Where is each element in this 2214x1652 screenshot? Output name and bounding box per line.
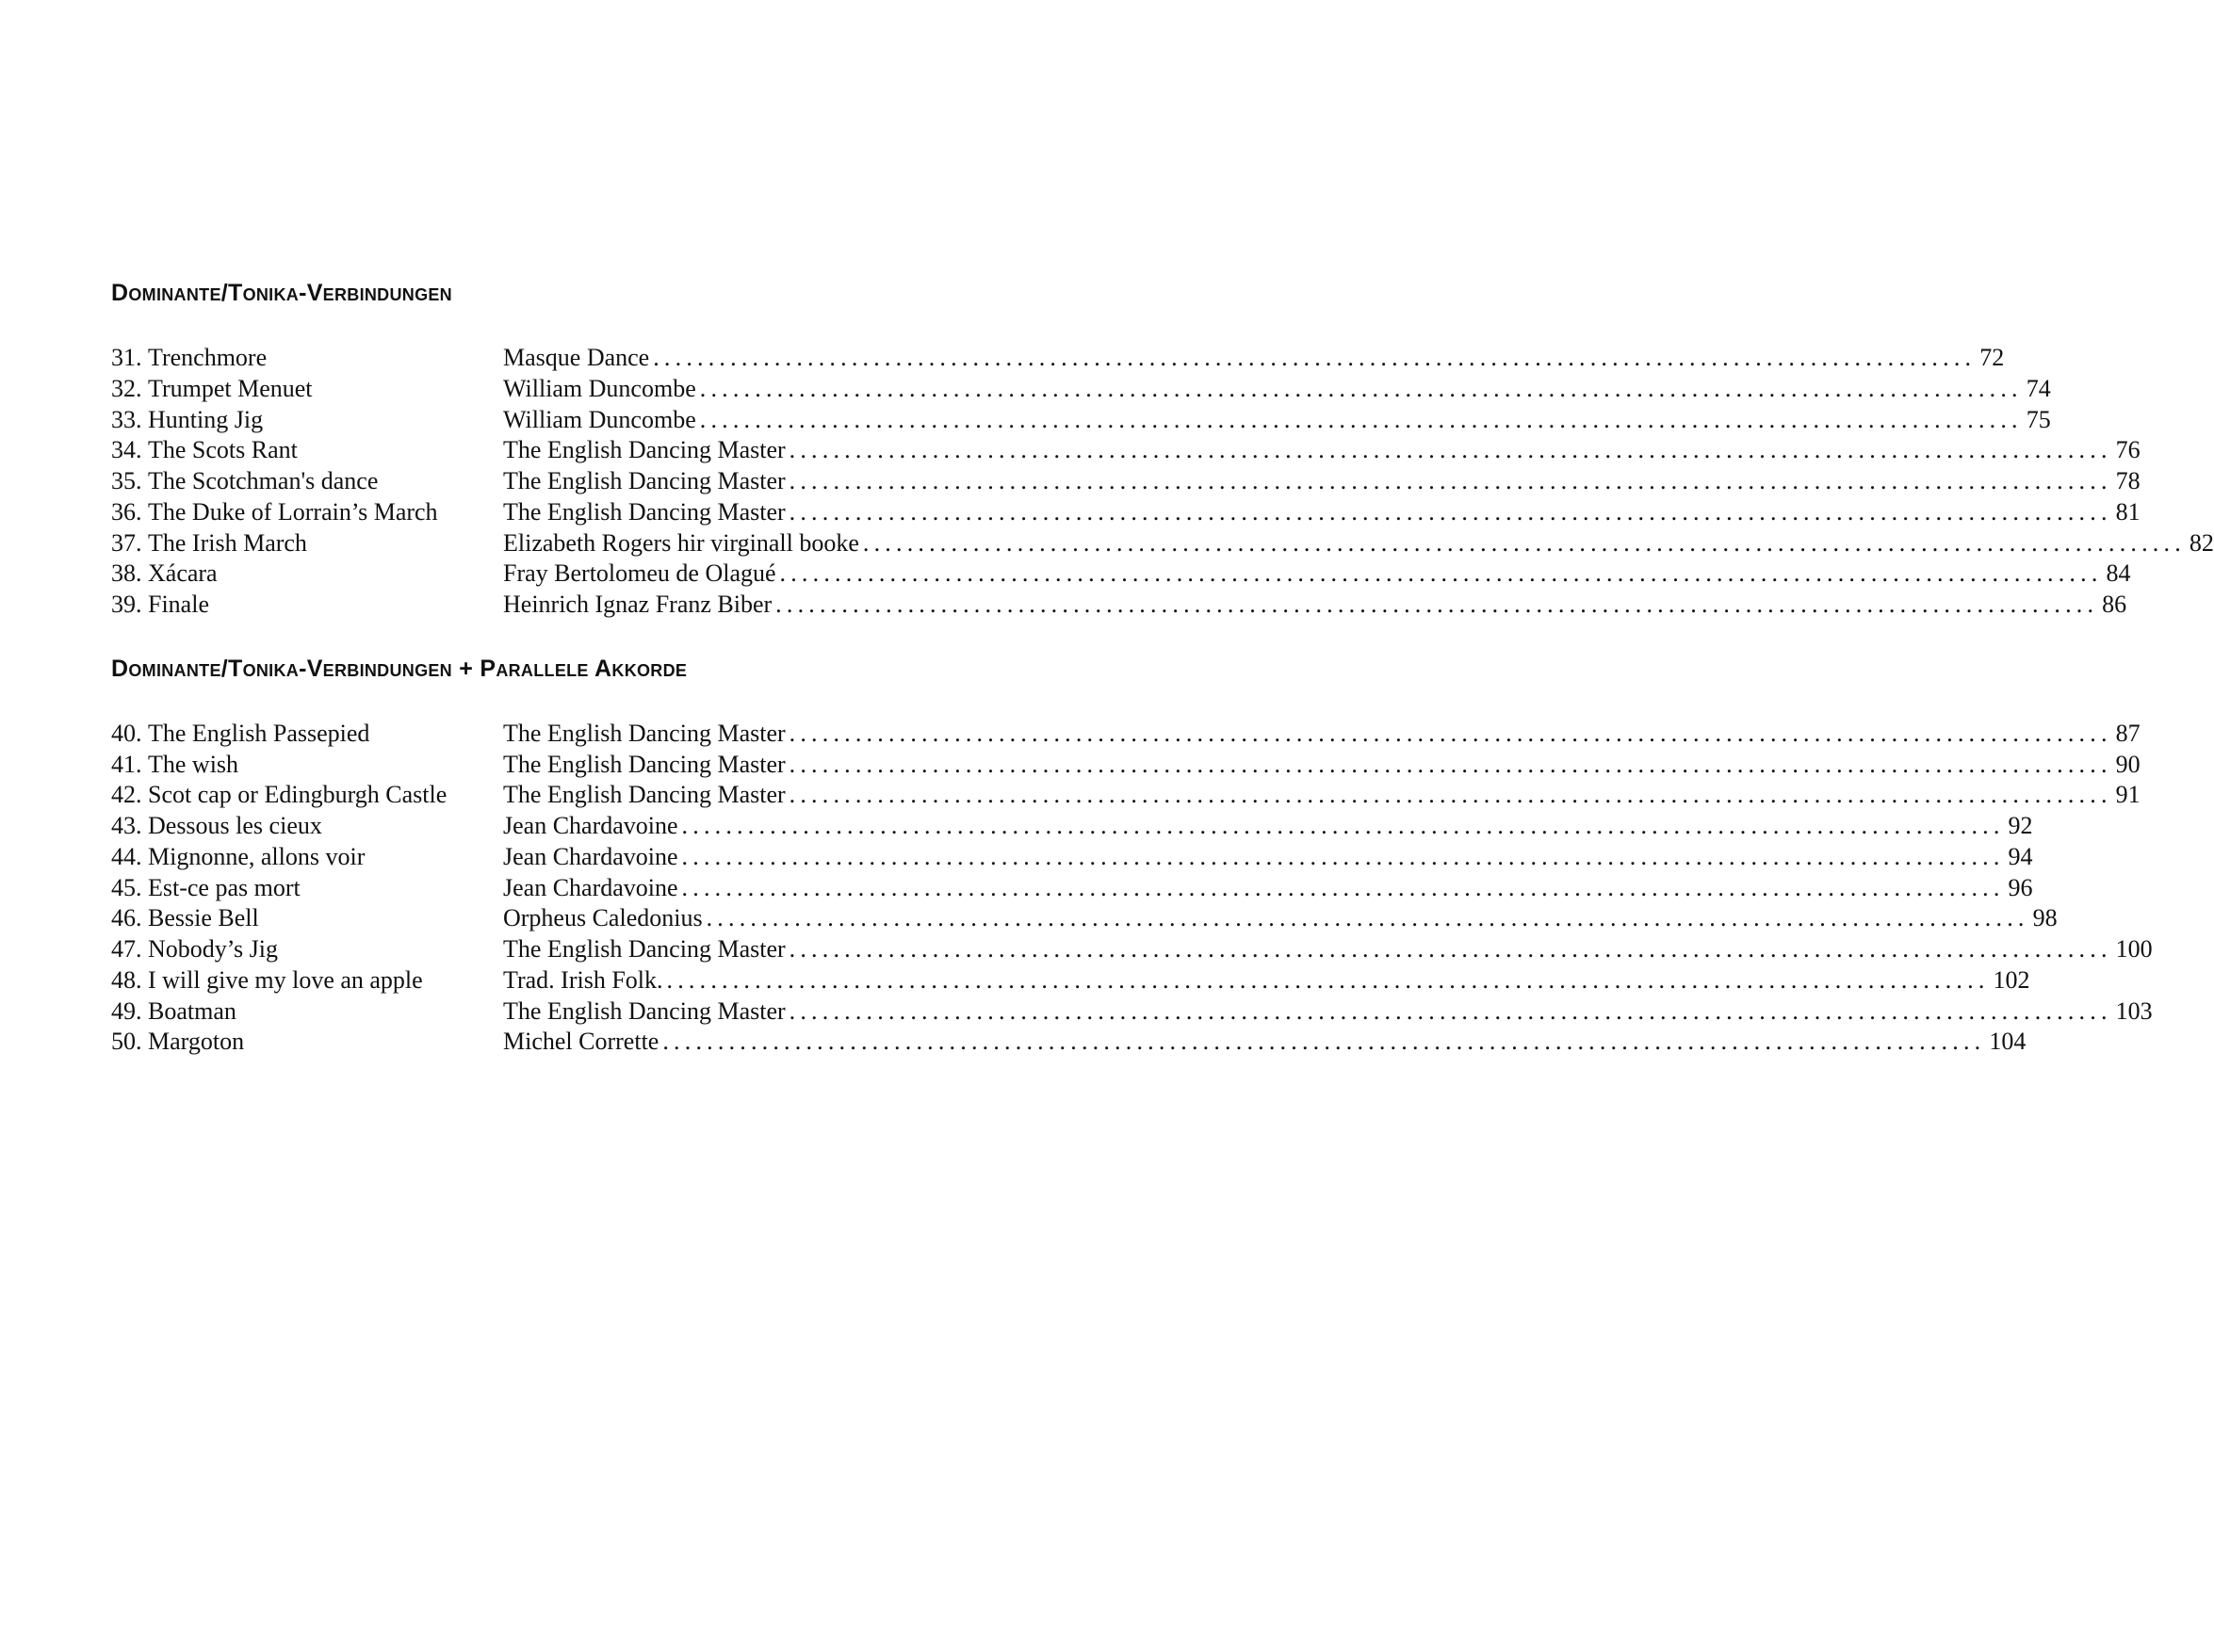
entry-page: 103 [2115,996,2153,1025]
entry-number: 34. [111,436,142,464]
entry-number: 49. [111,996,142,1025]
entry-title: The Irish March [148,528,307,557]
entry-title-cell [111,811,503,842]
entry-number: 39. [111,591,142,618]
entry-source-cell [503,435,2141,466]
entry-page: 81 [2115,497,2141,526]
dot-leader: ........................................................................................................................ [681,812,2005,839]
entry-title: Finale [148,591,209,618]
entry-number: 32. [111,374,142,402]
entry-page: 100 [2115,935,2153,963]
toc-entry [111,750,2141,781]
toc-entry [111,719,2141,750]
entry-title: Bessie Bell [148,904,259,932]
toc-entry [111,965,2030,996]
dot-leader: ........................................................................................................................ [789,750,2112,778]
entry-source-cell [503,811,2033,842]
entry-source: The English Dancing Master [503,436,786,464]
entry-number: 47. [111,935,142,963]
entry-source: Jean Chardavoine [503,873,678,901]
entry-source-cell [503,343,2005,374]
entry-source-cell [503,750,2141,781]
entry-source: Elizabeth Rogers hir virginall booke [503,528,859,557]
entry-title: The Scotchman's dance [148,467,379,494]
entry-title: Margoton [148,1028,245,1056]
entry-source-cell [503,873,2033,904]
toc-entry [111,1027,2027,1058]
entry-number: 40. [111,719,142,747]
entry-title-cell [111,842,503,873]
dot-leader: ........................................................................................................................ [775,591,2099,618]
toc-entry [111,996,2153,1028]
entry-number: 50. [111,1028,142,1056]
entry-source-cell [503,903,2058,934]
entry-source-cell [503,466,2141,497]
toc-entry [111,811,2033,842]
entry-source-cell [503,719,2141,750]
entry-title: The Scots Rant [148,436,298,464]
toc-entry [111,528,2214,559]
entry-number: 46. [111,904,142,932]
entry-page: 86 [2102,591,2127,618]
entry-title-cell [111,343,503,374]
toc-entry [111,934,2153,965]
dot-leader: ........................................................................................................................ [779,559,2103,588]
entry-page: 82 [2189,528,2214,557]
entry-title: Boatman [148,996,236,1025]
entry-source-cell [503,559,2131,590]
entry-page: 76 [2115,436,2141,464]
entry-source-cell [503,965,2030,996]
entry-title-cell [111,934,503,965]
entry-source: The English Dancing Master [503,719,786,747]
entry-source-cell [503,1027,2027,1058]
entry-title: Trenchmore [148,344,268,371]
entry-title-cell [111,965,503,996]
entry-source: Jean Chardavoine [503,842,678,870]
toc-entry [111,559,2131,590]
entry-title: Scot cap or Edingburgh Castle [148,781,448,809]
dot-leader: ........................................................................................................................ [706,904,2029,932]
toc-entry [111,842,2033,873]
entry-source: Michel Corrette [503,1028,659,1056]
section-heading: Dominante/Tonika-Verbindungen [111,280,452,306]
entry-title-cell [111,750,503,781]
entry-number: 41. [111,750,142,778]
dot-leader: ........................................................................................................................ [789,781,2112,809]
entry-source-cell [503,497,2141,528]
entry-source-cell [503,780,2141,811]
toc-entry [111,497,2141,528]
entry-source: The English Dancing Master [503,497,786,526]
dot-leader: ........................................................................................................................ [789,996,2112,1025]
entry-title: I will give my love an apple [148,965,423,994]
entry-page: 92 [2008,812,2033,839]
entry-source: Heinrich Ignaz Franz Biber [503,591,773,618]
entry-source-cell [503,405,2051,436]
entry-source: William Duncombe [503,374,696,402]
entry-title-cell [111,903,503,934]
dot-leader: ........................................................................................................................ [789,467,2112,494]
entry-number: 48. [111,965,142,994]
entry-source: Orpheus Caledonius [503,904,703,932]
entry-page: 78 [2115,467,2141,494]
toc-entry [111,780,2141,811]
dot-leader: ........................................................................................................................ [789,935,2112,963]
entry-page: 96 [2008,873,2033,901]
entry-source: The English Dancing Master [503,467,786,494]
entry-title-cell [111,528,503,559]
entry-source: The English Dancing Master [503,935,786,963]
entry-number: 36. [111,497,142,526]
entry-source: Trad. Irish Folk. [503,965,663,994]
entry-page: 98 [2032,904,2058,932]
toc-entry [111,903,2058,934]
entry-number: 42. [111,781,142,809]
entry-source-cell [503,842,2033,873]
entry-title: Dessous les cieux [148,812,322,839]
entry-title-cell [111,1027,503,1058]
entry-number: 31. [111,344,142,371]
entry-number: 38. [111,559,142,588]
entry-number: 44. [111,842,142,870]
entry-title: Hunting Jig [148,405,264,433]
entry-title-cell [111,559,503,590]
entry-page: 104 [1989,1028,2027,1056]
dot-leader: ........................................................................................................................ [662,1028,1986,1056]
entry-title: The Duke of Lorrain’s March [148,497,438,526]
entry-title-cell [111,719,503,750]
entry-page: 74 [2026,374,2051,402]
toc-entry [111,590,2127,621]
entry-source: The English Dancing Master [503,781,786,809]
entry-source-cell [503,528,2214,559]
entry-page: 84 [2106,559,2131,588]
toc-entry [111,374,2051,405]
toc-entry-list [111,719,2153,1058]
entry-source: William Duncombe [503,405,696,433]
entry-title: The English Passepied [148,719,370,747]
dot-leader: ........................................................................................................................ [789,719,2112,747]
entry-title: Xácara [148,559,218,588]
entry-page: 72 [1979,344,2005,371]
entry-title-cell [111,590,503,621]
dot-leader: ........................................................................................................................ [699,405,2023,433]
entry-page: 91 [2115,781,2141,809]
dot-leader: ........................................................................................................................ [789,436,2112,464]
entry-page: 75 [2026,405,2051,433]
dot-leader: ........................................................................................................................ [681,873,2005,901]
entry-title: Est-ce pas mort [148,873,301,901]
entry-number: 35. [111,467,142,494]
entry-title: The wish [148,750,239,778]
entry-source-cell [503,934,2153,965]
entry-number: 43. [111,812,142,839]
toc-entry-list [111,343,2214,621]
entry-title-cell [111,873,503,904]
entry-title-cell [111,374,503,405]
entry-number: 33. [111,405,142,433]
dot-leader: ........................................................................................................................ [681,842,2005,870]
entry-source: The English Dancing Master [503,996,786,1025]
entry-page: 90 [2115,750,2141,778]
section-heading: Dominante/Tonika-Verbindungen + Parallele Akkorde [111,655,688,682]
dot-leader: ........................................................................................................................ [653,344,1977,371]
entry-title: Trumpet Menuet [148,374,313,402]
entry-source-cell [503,374,2051,405]
entry-page: 87 [2115,719,2141,747]
dot-leader: ........................................................................................................................ [862,528,2186,557]
entry-source: The English Dancing Master [503,750,786,778]
entry-source: Masque Dance [503,344,650,371]
entry-title-cell [111,466,503,497]
toc-entry [111,466,2141,497]
entry-page: 94 [2008,842,2033,870]
toc-entry [111,435,2141,466]
entry-source-cell [503,996,2153,1028]
toc-section-dominant-tonic [111,279,2214,621]
entry-number: 45. [111,873,142,901]
entry-title: Nobody’s Jig [148,935,278,963]
entry-title-cell [111,996,503,1028]
entry-source-cell [503,590,2127,621]
toc-entry [111,343,2005,374]
table-of-contents [111,279,2214,1058]
entry-title-cell [111,405,503,436]
entry-title-cell [111,497,503,528]
toc-entry [111,405,2051,436]
entry-source: Jean Chardavoine [503,812,678,839]
entry-title: Mignonne, allons voir [148,842,366,870]
toc-section-dominant-tonic-parallel [111,655,2153,1058]
entry-source: Fray Bertolomeu de Olagué [503,559,776,588]
entry-title-cell [111,435,503,466]
entry-page: 102 [1993,965,2030,994]
entry-title-cell [111,780,503,811]
dot-leader: ........................................................................................................................ [699,374,2023,402]
dot-leader: ........................................................................................................................ [666,965,1990,994]
entry-number: 37. [111,528,142,557]
toc-entry [111,873,2033,904]
dot-leader: ........................................................................................................................ [789,497,2112,526]
